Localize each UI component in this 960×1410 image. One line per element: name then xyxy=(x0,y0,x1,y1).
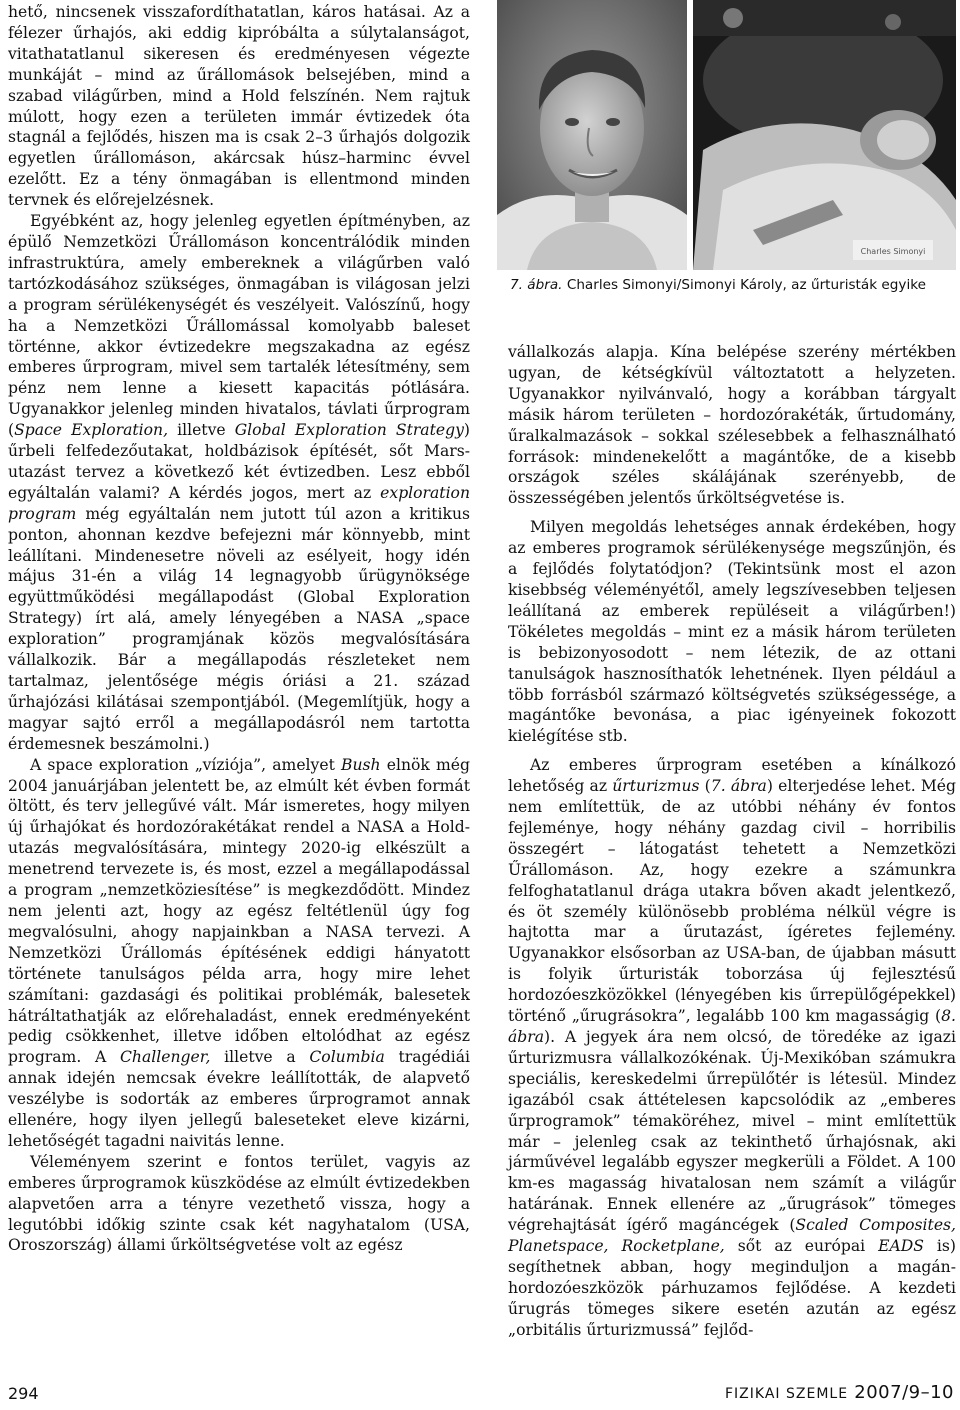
journal-name: FIZIKAI SZEMLE 2007/9–10 xyxy=(725,1382,954,1403)
paragraph: hető, nincsenek visszafordíthatatlan, káros hatásai. Az a félezer űrhajós, aki eddig kipróbálta a súlytalanságot, vitathatatlanul sikeresen és eredményesen végezte munkáját – mind az űrállomások belsejében, mind a szabad világűrben, mind a Hold felszínén. Nem rajtuk múlott, hogy ezen a területen immár évtizedek óta stagnál a fejlődés, hiszen ma is csak 2–3 űrhajós dolgozik egyetlen űrállomáson, akárcsak húsz–harminc évvel ezelőtt. Ez a tény önmagában is ellentmond minden tervnek és előrejelzésnek. xyxy=(8,3,470,210)
left-column xyxy=(8,2,470,1256)
figure-7 xyxy=(497,0,956,270)
right-column xyxy=(508,342,956,1341)
capsule-image xyxy=(693,0,956,270)
portrait-image xyxy=(497,0,687,270)
figure-caption xyxy=(510,276,950,294)
paragraph: Az emberes űrprogram esetében a kínálkozó lehetőség az űrturizmus (7. ábra) elterjedése lehet. Még nem említettük, de az utóbbi néhány év fontos fejleménye, hogy néhány gazdag civil – horribilis összegért – látogatást tehetett a Nemzetközi Űrállomáson. Az, hogy ezekre a számunkra felfoghatatlanul drága utakra bőven akadt jelentkező, és öt személy különösebb probléma nélkül végre is hajtotta mar a űrutazást, ígéretes fejlemény. Ugyanakkor elsősorban az USA-ban, de újabban másutt is folyik űrturisták toborzása új fejlesztésű hordozóeszközökkel (lényegében kis űrrepülőgépekkel) történő „űrugrásokra”, legalább 100 km magasságig (8. ábra). A jegyek ára nem olcsó, de töredéke az igazi űrturizmusra vállalkozókénak. Új-Mexikóban számukra speciális, kereskedelmi űrrepülőtér is létesül. Mindez igazából csak áttételesen kapcsolódik az „emberes űrprogramok” témaköréhez, mivel – mint említettük már – jelenleg csak az tekinthető űrhajósnak, aki járművével legalább egyszer megkerüli a Földet. A 100 km-es magasság hivatalosan nem számít a világűr határának. Ennek ellenére az „űrugrások” tömeges végrehajtását ígérő magáncégek (Scaled Composites, Planetspace, Rocketplane, sőt az európai EADS is) segíthetnek abban, hogy meginduljon a magán-hordozóeszközök párhuzamos fejlődése. A kezdeti űrugrás tömeges sikere esetén azután az egész „orbitális űrturizmussá” fejlőd- xyxy=(508,756,957,1339)
paragraph: Milyen megoldás lehetséges annak érdekében, hogy az emberes programok sérülékenysége megszűnjön, és a fejlődés folytatódjon? (Tekintsünk most el azon kisebbség véleményétől, amely legszívesebben teljesen leállítaná az emberek repüléseit a világűrben!) Tökéletes megoldás – mint ez a másik három területen is bebizonyosodott – nem létezik, de az ottani tanulságok hasznosíthatók lehetnének. Ilyen például a több forrásból származó költségvetés szükségessége, a magántőke bevonása, a piac igényeinek fokozott kielégítése stb. xyxy=(508,518,956,746)
figure-label: 7. ábra. xyxy=(510,277,563,293)
paragraph: A space exploration „víziója”, amelyet Bush elnök még 2004 januárjában jelentett be, az elmúlt két évben formát öltött, és terv jellegűvé vált. Már ismeretes, hogy milyen új űrhajókat és hordozórakétákat rendel a NASA a Hold-utazás megvalósítására, mintegy 2020-ig elkészült a menetrend tervezete is, és most, ezzel a megállapodással a program „nemzetköziesítése” is megkezdődött. Mindez nem jelenti azt, hogy az egész feltétlenül úgy fog megvalósulni, ahogy napjainkban a NASA tervezi. A Nemzetközi Űrállomás építésének eddigi hányatott története tanulságos példa arra, hogy mire lehet számítani: gazdasági és politikai problémák, balesetek hátráltathatják az előrehaladást, ennek eredményeként pedig csökkenhet, illetve időben eltolódhat az egész program. A Challenger, illetve a Columbia tragédiái annak idején nemcsak évekre leállították, de alapvető veszélybe is sodorták az emberes űrprogramot annak ellenére, hogy ilyen jellegű baleseteket eleve kizárni, lehetőségét tagadni naivitás lenne. xyxy=(8,755,470,1150)
figure-caption-text: Charles Simonyi/Simonyi Károly, az űrturisták egyike xyxy=(562,277,926,293)
portrait-photo xyxy=(497,0,687,270)
page-number: 294 xyxy=(8,1384,39,1403)
page-footer xyxy=(0,1378,960,1408)
capsule-photo xyxy=(693,0,956,270)
paragraph: Véleményem szerint e fontos terület, vagyis az emberes űrprogramok küszködése az elmúlt évtizedekben alapvetően arra a tényre vezethető vissza, hogy a legutóbbi időkig szinte csak két nagyhatalom (USA, Oroszország) állami űrköltségvetése volt az egész xyxy=(8,1152,470,1255)
paragraph: vállalkozás alapja. Kína belépése szerény mértékben ugyan, de kétségkívül változtatott a helyzeten. Ugyanakkor nyilvánvaló, hogy a korábban tárgyalt másik három területen – hordozórakéták, űrtudomány, űralkalmazások – sokkal szélesebbek a felhasználható források: mindenekelőtt a magántőke, de a kisebb országok széles skálájának szerényebb, de összességében jelentős űrköltségvetése is. xyxy=(508,343,956,508)
paragraph: Egyébként az, hogy jelenleg egyetlen építményben, az épülő Nemzetközi Űrállomáson koncentrálódik minden infrastruktúra, amely embereknek a világűrben való tartózkodásához szükséges, önmagában is világosan jelzi a program sérülékenységét és veszélyeit. Valószínű, hogy ha a Nemzetközi Űrállomással komolyabb baleset történne, akkor évtizedekre megszakadna az egész emberes űrprogram, mivel sem tartalék létesítmény, sem pénz nem lenne a kiesett kapacitás pótlására. Ugyanakkor jelenleg minden hivatalos, távlati űrprogram (Space Exploration, illetve Global Exploration Strategy) űrbeli felfedezőutakat, holdbázisok építését, sőt Mars-utazást tervez a következő két évtizedben. Lesz ebből egyáltalán valami? A kérdés jogos, mert az exploration program még egyáltalán nem jutott túl azon a kritikus ponton, ahonnan kezdve befejezni már könnyebb, mint leállítani. Mindenesetre növeli az esélyeit, hogy idén május 31-én a világ 14 legnagyobb űrügynöksége együttműködési megállapodást (Global Exploration Strategy) írt alá, amely lényegében a NASA „space exploration” programjának közös megvalósítására vállalkozik. Bár a megállapodás részleteket nem tartalmaz, jelentősége mégis óriási a 21. század űrhajózási kilátásai szempontjából. (Megemlítjük, hogy a magyar sajtó erről a megállapodásról nem tartotta érdemesnek beszámolni.) xyxy=(8,212,470,753)
photo-credit: Charles Simonyi xyxy=(860,247,926,256)
